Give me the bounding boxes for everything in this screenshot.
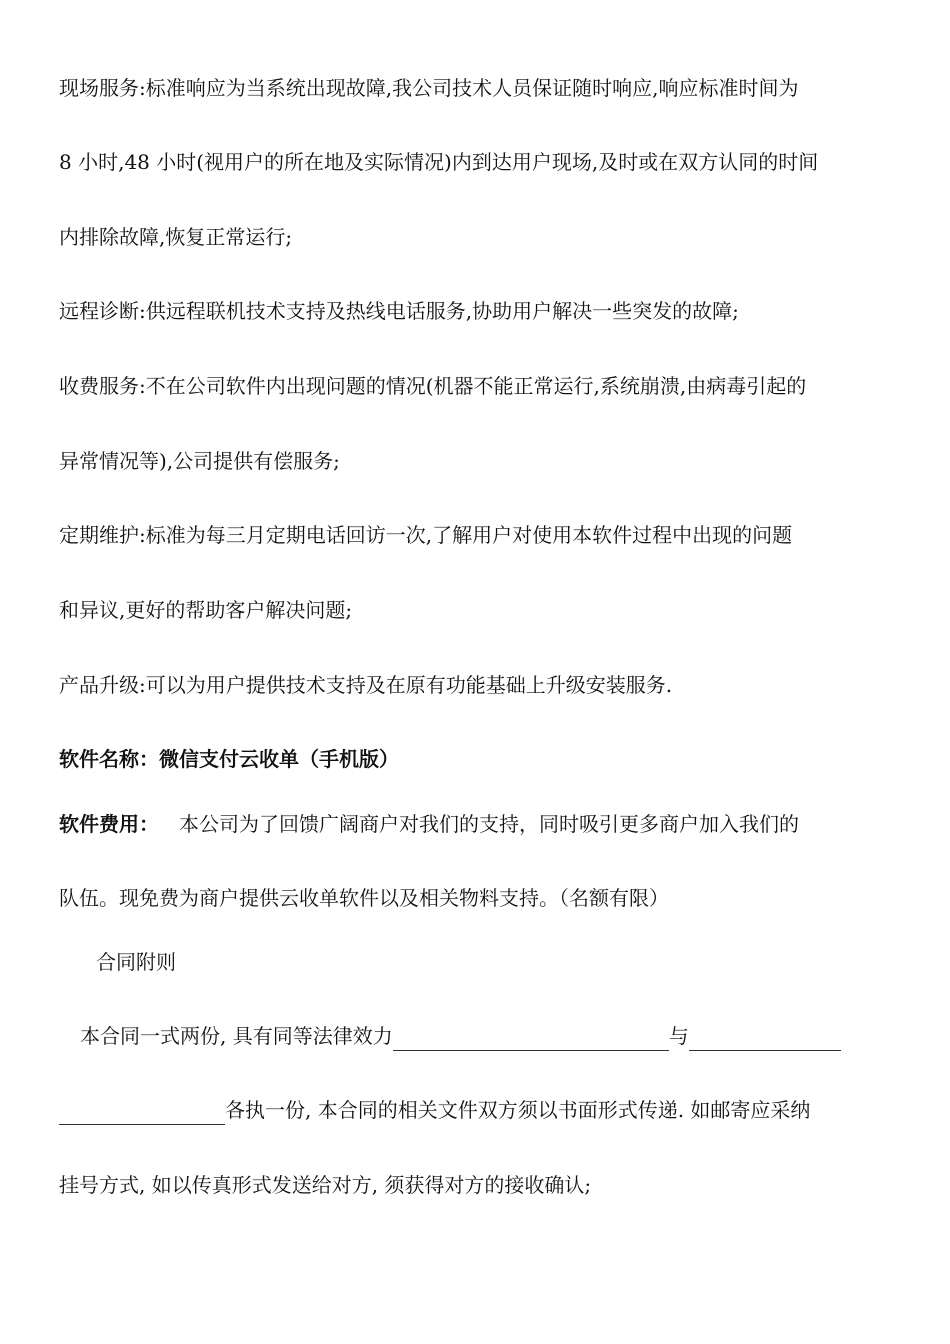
appendix-text: 各执一份, 本合同的相关文件双方须以书面形式传递. 如邮寄应采纳 xyxy=(225,1098,811,1122)
text-line: 内排除故障,恢复正常运行; xyxy=(59,225,293,249)
appendix-line-2 xyxy=(59,1095,892,1125)
appendix-line-3: 挂号方式, 如以传真形式发送给对方, 须获得对方的接收确认; xyxy=(59,1173,592,1197)
software-fee-line xyxy=(59,809,892,839)
appendix-text-b: 与 xyxy=(668,1024,689,1048)
software-fee-label: 软件费用： xyxy=(59,812,159,836)
text-line: 异常情况等),公司提供有偿服务; xyxy=(59,449,340,473)
software-fee-text: 本公司为了回馈广阔商户对我们的支持，同时吸引更多商户加入我们的 xyxy=(179,812,799,836)
signature-blank xyxy=(689,1028,841,1051)
text-line: 现场服务:标准响应为当系统出现故障,我公司技术人员保证随时响应,响应标准时间为 xyxy=(59,76,799,100)
text-line: 和异议,更好的帮助客户解决问题; xyxy=(59,598,353,622)
text-line: 产品升级:可以为用户提供技术支持及在原有功能基础上升级安装服务. xyxy=(59,673,673,697)
appendix-title: 合同附则 xyxy=(96,950,176,974)
signature-blank xyxy=(393,1028,669,1051)
text-line: 8 小时,48 小时(视用户的所在地及实际情况)内到达用户现场,及时或在双方认同的时间 xyxy=(59,150,819,174)
signature-blank xyxy=(59,1102,225,1125)
software-name: 软件名称：微信支付云收单（手机版） xyxy=(59,747,399,771)
appendix-line-1 xyxy=(80,1021,892,1051)
text-line: 远程诊断:供远程联机技术支持及热线电话服务,协助用户解决一些突发的故障; xyxy=(59,299,739,323)
appendix-text-a: 本合同一式两份, 具有同等法律效力 xyxy=(80,1024,393,1048)
text-line: 收费服务:不在公司软件内出现问题的情况(机器不能正常运行,系统崩溃,由病毒引起的 xyxy=(59,374,807,398)
software-fee-continuation: 队伍。现免费为商户提供云收单软件以及相关物料支持。（名额有限） xyxy=(59,886,669,910)
text-line: 定期维护:标准为每三月定期电话回访一次,了解用户对使用本软件过程中出现的问题 xyxy=(59,523,793,547)
